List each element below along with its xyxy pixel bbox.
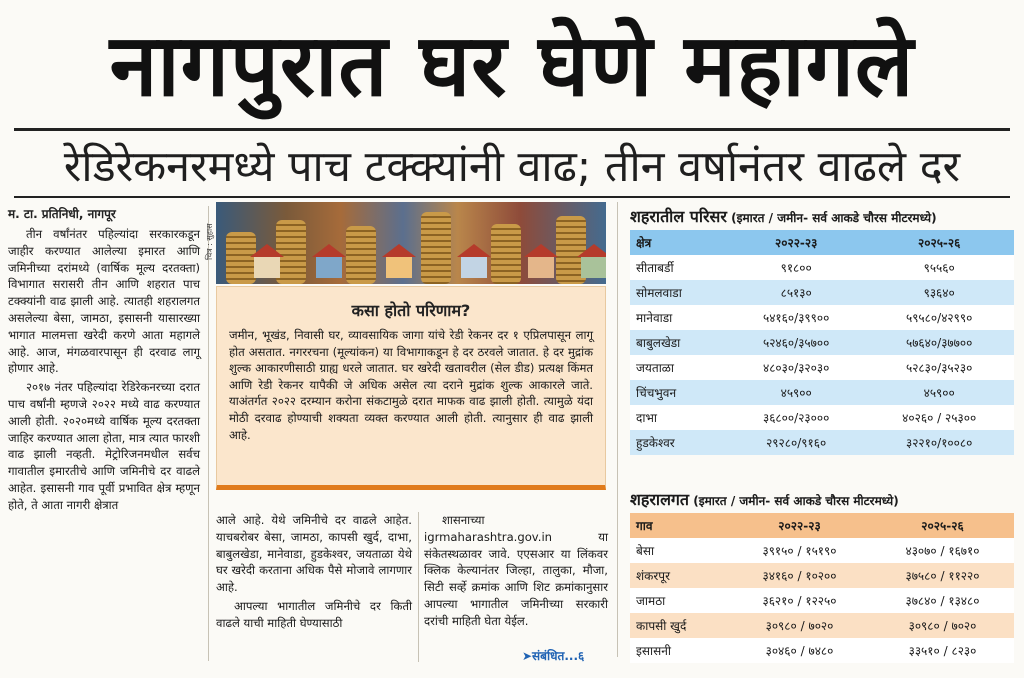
paragraph: आपल्या भागातील जमिनीचे दर किती वाढले याची माहिती घेण्यासाठी — [216, 598, 412, 630]
article-column-3 — [424, 512, 608, 630]
rate-cell: ९१८०० — [728, 255, 864, 280]
column-header: क्षेत्र — [630, 230, 728, 255]
rate-cell: ५२८३०/३५२३० — [864, 355, 1014, 380]
rate-cell: ४५९०० — [728, 380, 864, 405]
column-header: २०२२-२३ — [728, 230, 864, 255]
rate-cell: ३३५१० / ८२३० — [871, 638, 1014, 663]
rate-cell: ५४१६०/३९९०० — [728, 305, 864, 330]
paragraph: आले आहे. येथे जमिनीचे दर वाढले आहेत. याचबरोबर बेसा, जामठा, कापसी खुर्द, दाभा, बाबुलखेडा, मानेवाडा, हुडकेश्वर, जयताळा येथे घर खरेदी करताना अधिक पैसे मोजावे लागणार आहे. — [216, 513, 412, 595]
article-column-1 — [8, 226, 200, 514]
area-name-cell: चिंचभुवन — [630, 380, 728, 405]
rate-cell: ४०२६० / २५३०० — [864, 405, 1014, 430]
rate-cell: ४५९०० — [864, 380, 1014, 405]
rate-cell: ३७५८० / ११२२० — [871, 563, 1014, 588]
table-row — [630, 538, 1014, 563]
table-row — [630, 430, 1014, 455]
rate-cell: ३७८४० / १३४८० — [871, 588, 1014, 613]
impact-box — [216, 286, 606, 490]
outskirts-rates-table-block — [630, 487, 1014, 663]
table-header-row — [630, 230, 1014, 255]
column-divider — [208, 206, 209, 661]
column-header: २०२२-२३ — [728, 513, 871, 538]
rate-cell: २९२८०/९१६० — [728, 430, 864, 455]
table-row — [630, 355, 1014, 380]
rate-cell: ३२२१०/१००८० — [864, 430, 1014, 455]
subheadline: रेडिरेकनरमध्ये पाच टक्क्यांनी वाढ; तीन वर्षानंतर वाढले दर — [63, 142, 961, 192]
column-header: २०२५-२६ — [871, 513, 1014, 538]
paragraph: तीन वर्षांनंतर पहिल्यांदा सरकारकडून जाहीर करण्यात आलेल्या इमारत आणि जमिनीच्या दरांमध्ये (वार्षिक मूल्य दरतक्ता) विभागात सरासरी तीन आणि शहरात पाच टक्क्यांनी वाढ झाली आहे. त्यातही शहरालगत असलेल्या बेसा, जामठा, इसासनी यासारख्या भागात मालमत्ता खरेदी करणे आता महागले आहे. आज, मंगळवारपासून ही दरवाढ लागू होणार आहे. — [8, 227, 200, 376]
table-row — [630, 563, 1014, 588]
city-rates-table-block — [630, 204, 1014, 455]
box-title: कसा होतो परिणाम? — [351, 301, 471, 320]
rate-cell: ४८०३०/३२०३० — [728, 355, 864, 380]
area-name-cell: जामठा — [630, 588, 728, 613]
rate-cell: ३०९८० / ७०२० — [871, 613, 1014, 638]
box-body: जमीन, भूखंड, निवासी घर, व्यावसायिक जागा यांचे रेडी रेकनर दर १ एप्रिलपासून लागू होत असतात. नगररचना (मूल्यांकन) या विभागाकडून हे दर ठरवले जातात. हे दर मुद्रांक शुल्क आकारणीसाठी ग्राह्य धरले जातात. घर खरेदी खतावरील (सेल डीड) प्रत्यक्ष किंमत आणि रेडी रेकनर यापैकी जे अधिक असेल त्या दराने मुद्रांक शुल्क आकारले जाते. याअंतर्गत २०२२ दरम्यान करोना संकटामुळे दरात माफक वाढ झाली होती. त्यामुळे यंदा मोठी दरवाढ होण्याची शक्यता व्यक्त करण्यात आली होती. त्यानुसार ही वाढ झाली आहे. — [229, 328, 593, 442]
column-divider — [617, 202, 618, 657]
rate-cell: ९३६४० — [864, 280, 1014, 305]
table-row — [630, 588, 1014, 613]
area-name-cell: सीताबर्डी — [630, 255, 728, 280]
area-name-cell: शंकरपूर — [630, 563, 728, 588]
area-name-cell: इसासनी — [630, 638, 728, 663]
table-row — [630, 638, 1014, 663]
rate-cell: ३४१६० / १०२०० — [728, 563, 871, 588]
subheadline-rule — [14, 196, 1010, 198]
table-row — [630, 380, 1014, 405]
table-row — [630, 255, 1014, 280]
rate-cell: ३९१५० / १५१९० — [728, 538, 871, 563]
rate-cell: ३०४६० / ७४८० — [728, 638, 871, 663]
table-row — [630, 305, 1014, 330]
area-name-cell: जयताळा — [630, 355, 728, 380]
column-header: २०२५-२६ — [864, 230, 1014, 255]
table-title — [630, 204, 1014, 230]
area-name-cell: बाबुलखेडा — [630, 330, 728, 355]
table-row — [630, 613, 1014, 638]
area-name-cell: मानेवाडा — [630, 305, 728, 330]
table-header-row — [630, 513, 1014, 538]
rate-cell: ३६८००/२३००० — [728, 405, 864, 430]
column-divider — [418, 512, 419, 662]
area-name-cell: बेसा — [630, 538, 728, 563]
rate-cell: ४३०७० / १६७१० — [871, 538, 1014, 563]
rate-cell: ३०९८० / ७०२० — [728, 613, 871, 638]
rate-cell: ५९५८०/४२९९० — [864, 305, 1014, 330]
article-column-2 — [216, 512, 412, 632]
table-title-main: शहरातील परिसर — [630, 207, 727, 226]
headline-rule — [14, 128, 1010, 131]
table-title-note: (इमारत / जमीन- सर्व आकडे चौरस मीटरमध्ये) — [693, 494, 899, 508]
area-name-cell: हुडकेश्वर — [630, 430, 728, 455]
rate-cell: ५७६४०/३७७०० — [864, 330, 1014, 355]
area-name-cell: दाभा — [630, 405, 728, 430]
related-link[interactable]: ➤संबंधित...६ — [522, 649, 585, 663]
table-row — [630, 330, 1014, 355]
table-row — [630, 280, 1014, 305]
rate-cell: ५२४६०/३५७०० — [728, 330, 864, 355]
houses-on-coins-photo — [216, 202, 606, 284]
table-title-note: (इमारत / जमीन- सर्व आकडे चौरस मीटरमध्ये) — [731, 211, 937, 225]
byline: म. टा. प्रतिनिधी, नागपूर — [8, 207, 116, 221]
paragraph: शासनाच्या igrmaharashtra.gov.in या संकेतस्थळावर जावे. एएसआर या लिंकवर क्लिक केल्यानंतर जिल्हा, तालुका, मौजा, सिटी सर्व्हे क्रमांक आणि शिट क्रमांकानुसार आपल्या भागातील जमिनीच्या सरकारी दरांची माहिती घेता येईल. — [424, 513, 608, 628]
photo-credit: चित्र : सुहास — [205, 223, 214, 260]
column-header: गाव — [630, 513, 728, 538]
rate-cell: ३६२१० / १२२५० — [728, 588, 871, 613]
city-rates-table — [630, 230, 1014, 455]
paragraph: २०१७ नंतर पहिल्यांदा रेडिरेकनरच्या दरात पाच वर्षांनी म्हणजे २०२२ मध्ये वाढ करण्यात आली होती. २०२०मध्ये वार्षिक मूल्य दरतक्ता जाहिर करण्यात आला होता, मात्र त्यात फारशी वाढ झाली नव्हती. मेट्रोरिजनमधील सर्वच गावातील इमारतीचे आणि जमिनीचे दर वाढले आहेत. इसासनी गाव पूर्वी प्रभावित क्षेत्र म्हणून होते, ते आता नागरी क्षेत्रात — [8, 380, 200, 512]
rate-cell: ८५१३० — [728, 280, 864, 305]
outskirts-rates-table — [630, 513, 1014, 663]
table-title-main: शहरालगत — [630, 490, 690, 509]
area-name-cell: सोमलवाडा — [630, 280, 728, 305]
rate-cell: ९५५६० — [864, 255, 1014, 280]
headline: नागपुरात घर घेणे महागले — [109, 16, 915, 116]
table-title — [630, 487, 1014, 513]
table-row — [630, 405, 1014, 430]
area-name-cell: कापसी खुर्द — [630, 613, 728, 638]
